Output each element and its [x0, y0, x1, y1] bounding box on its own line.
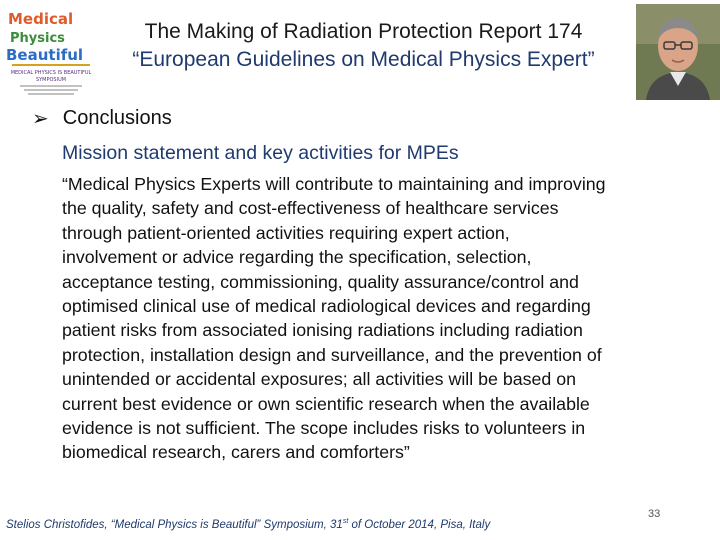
footer-citation: [6, 518, 490, 531]
portrait-photo: [636, 4, 720, 100]
slide-title: [96, 18, 631, 74]
subheading: Mission statement and key activities for MPEs: [62, 142, 459, 164]
arrow-bullet-icon: ➢: [32, 108, 49, 130]
portrait-graphic: [636, 4, 720, 100]
title-line-1: The Making of Radiation Protection Report 174: [144, 20, 583, 43]
quote-line: acceptance testing, commissioning, quality assurance/control and: [62, 271, 579, 292]
quote-line: patient risks from associated ionising radiations including radiation: [62, 320, 583, 341]
logo-word-2: Physics: [10, 31, 65, 46]
logo-caption-2: SYMPOSIUM: [35, 77, 67, 83]
footer-text-before: Stelios Christofides, “Medical Physics is Beautiful” Symposium, 31: [6, 518, 343, 531]
logo-graphic: [2, 4, 100, 104]
footer-superscript: st: [342, 518, 349, 525]
logo-word-1: Medical: [8, 10, 74, 28]
logo-caption: MEDICAL PHYSICS IS BEAUTIFUL: [10, 70, 92, 76]
quote-line: through patient-oriented activities requiring expert action,: [62, 222, 510, 243]
quote-line: evidence is not sufficient. The scope includes risks to volunteers in: [62, 418, 586, 439]
footer-text-after: of October 2014, Pisa, Italy: [348, 518, 491, 531]
quote-line: protection, installation design and surveillance, and the prevention of: [62, 344, 602, 365]
page-number: 33: [648, 508, 661, 520]
title-line-2: “European Guidelines on Medical Physics Expert”: [132, 48, 595, 71]
quote-line: unintended or accidental exposures; all activities will be based on: [62, 369, 576, 390]
bullet-text: Conclusions: [62, 107, 172, 129]
symposium-logo: [2, 4, 100, 104]
quote-line: biomedical research, carers and comforters”: [62, 442, 410, 463]
quote-line: “Medical Physics Experts will contribute to maintaining and improving: [62, 174, 606, 194]
mission-statement-quote: [62, 172, 712, 465]
quote-line: current best evidence or own scientific research when the available: [62, 393, 590, 414]
quote-line: the quality, safety and cost-effectiveness of healthcare services: [62, 198, 559, 219]
bullet-conclusions: [32, 106, 172, 131]
quote-line: involvement or advice regarding the specification, selection,: [62, 247, 532, 268]
quote-line: optimised clinical use of medical radiological devices and regarding: [62, 296, 591, 317]
logo-word-3: Beautiful: [6, 46, 84, 64]
